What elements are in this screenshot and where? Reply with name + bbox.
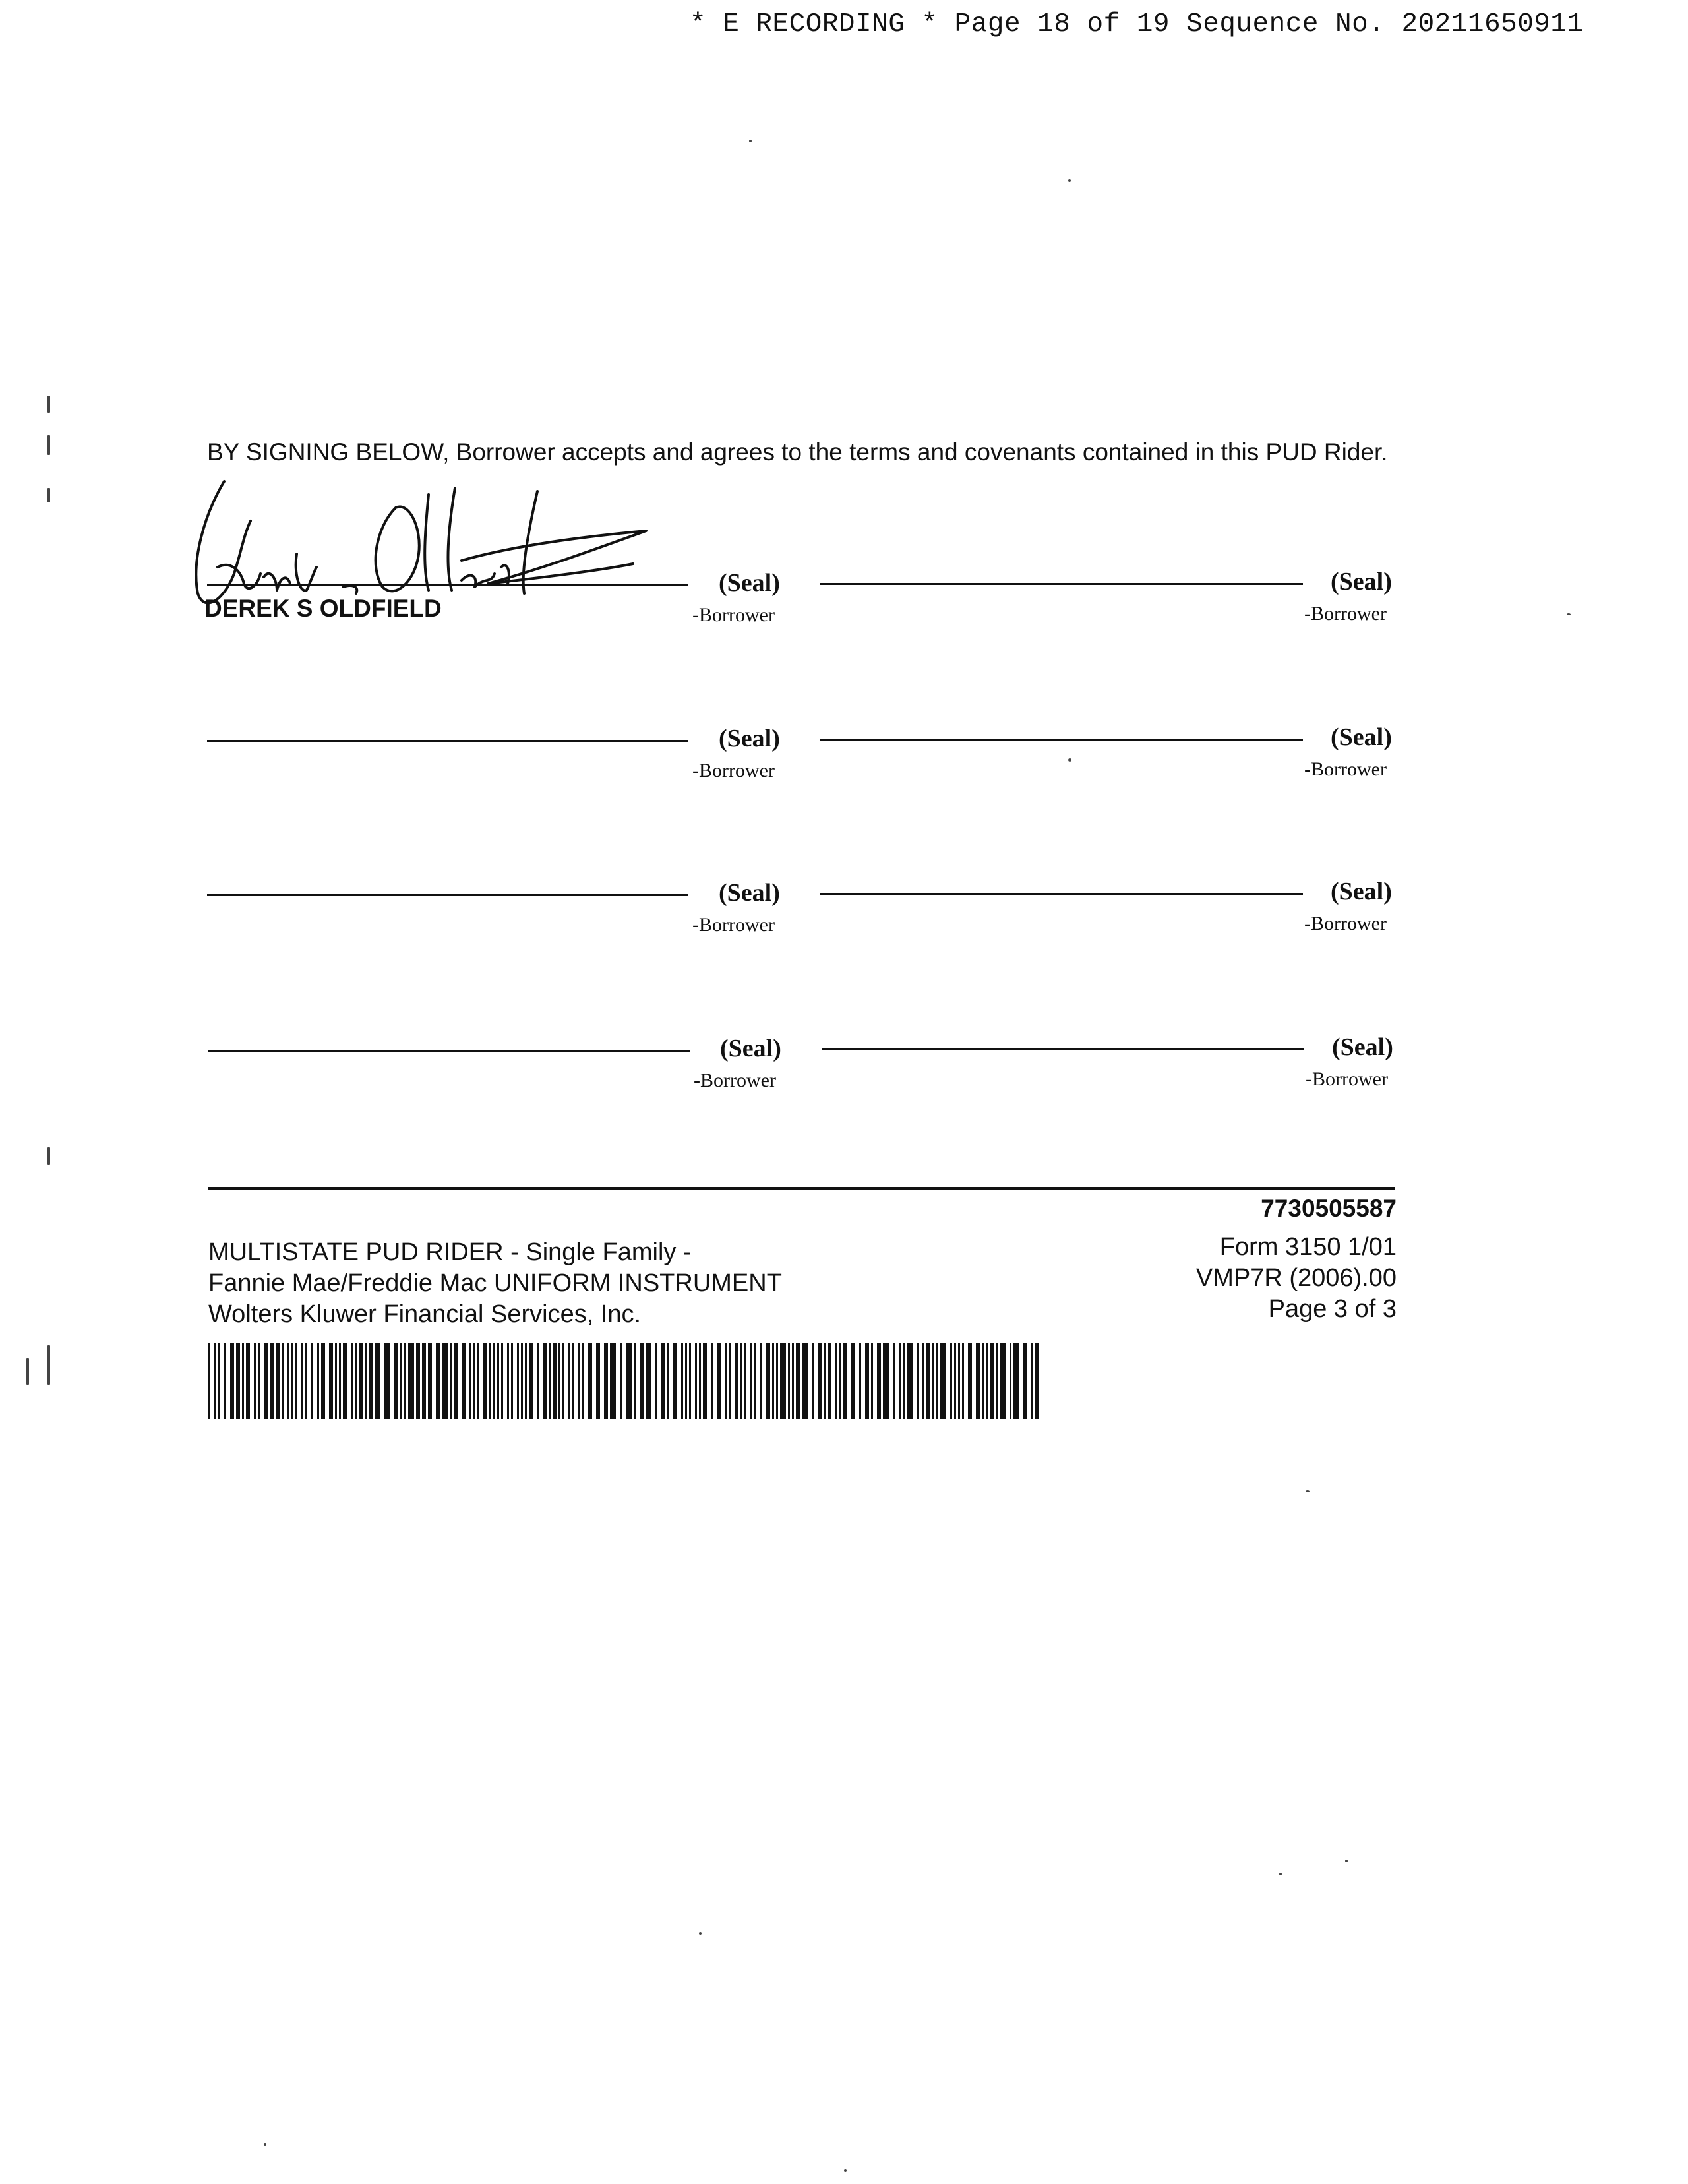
form-title-line-3: Wolters Kluwer Financial Services, Inc. <box>208 1300 642 1328</box>
signature-line <box>820 583 1303 585</box>
signature-block-3-right <box>820 877 1394 934</box>
signature-line <box>207 584 688 586</box>
signature-line <box>207 740 688 742</box>
signature-line <box>820 893 1303 895</box>
signer-name: DEREK S OLDFIELD <box>204 595 442 622</box>
seal-label: (Seal) <box>719 569 780 597</box>
form-number: Form 3150 1/01 <box>1219 1233 1397 1261</box>
borrower-label: -Borrower <box>692 760 775 781</box>
borrower-label: -Borrower <box>1304 603 1387 624</box>
signature-line <box>207 894 688 896</box>
signature-line <box>208 1050 690 1052</box>
vmp-code: VMP7R (2006).00 <box>1195 1264 1397 1292</box>
seal-label: (Seal) <box>1332 1033 1393 1061</box>
form-title-line-1: MULTISTATE PUD RIDER - Single Family - <box>208 1238 692 1266</box>
signature-block-1-right <box>820 567 1394 624</box>
acceptance-statement: BY SIGNING BELOW, Borrower accepts and agrees to the terms and covenants contained in this PUD Rider. <box>207 439 1388 466</box>
signature-block-2-right <box>820 723 1394 780</box>
form-title-line-2: Fannie Mae/Freddie Mac UNIFORM INSTRUMENT <box>208 1269 782 1297</box>
recording-stamp: * E RECORDING * Page 18 of 19 Sequence No. 20211650911 <box>690 9 1584 40</box>
borrower-label: -Borrower <box>1304 913 1387 934</box>
form-identifiers <box>1196 1232 1397 1325</box>
footer-divider <box>208 1187 1395 1190</box>
seal-label: (Seal) <box>1331 723 1392 751</box>
borrower-label: -Borrower <box>694 1070 776 1091</box>
seal-label: (Seal) <box>719 725 780 752</box>
borrower-label: -Borrower <box>1304 758 1387 780</box>
signature-line <box>822 1048 1304 1050</box>
borrower-label: -Borrower <box>1306 1068 1388 1090</box>
page-indicator: Page 3 of 3 <box>1268 1295 1397 1323</box>
signature-block-3-left <box>207 878 781 936</box>
seal-label: (Seal) <box>1331 568 1392 595</box>
signature-line <box>820 739 1303 741</box>
form-title <box>208 1237 782 1330</box>
barcode-image <box>208 1343 1043 1419</box>
seal-label: (Seal) <box>1331 878 1392 905</box>
loan-number: 7730505587 <box>1261 1195 1397 1222</box>
borrower-label: -Borrower <box>692 604 775 626</box>
signature-block-4-left <box>208 1034 782 1091</box>
seal-label: (Seal) <box>720 1035 781 1062</box>
seal-label: (Seal) <box>719 879 780 907</box>
signature-block-2-left <box>207 724 781 781</box>
borrower-label: -Borrower <box>692 914 775 936</box>
signature-block-4-right <box>822 1033 1395 1090</box>
